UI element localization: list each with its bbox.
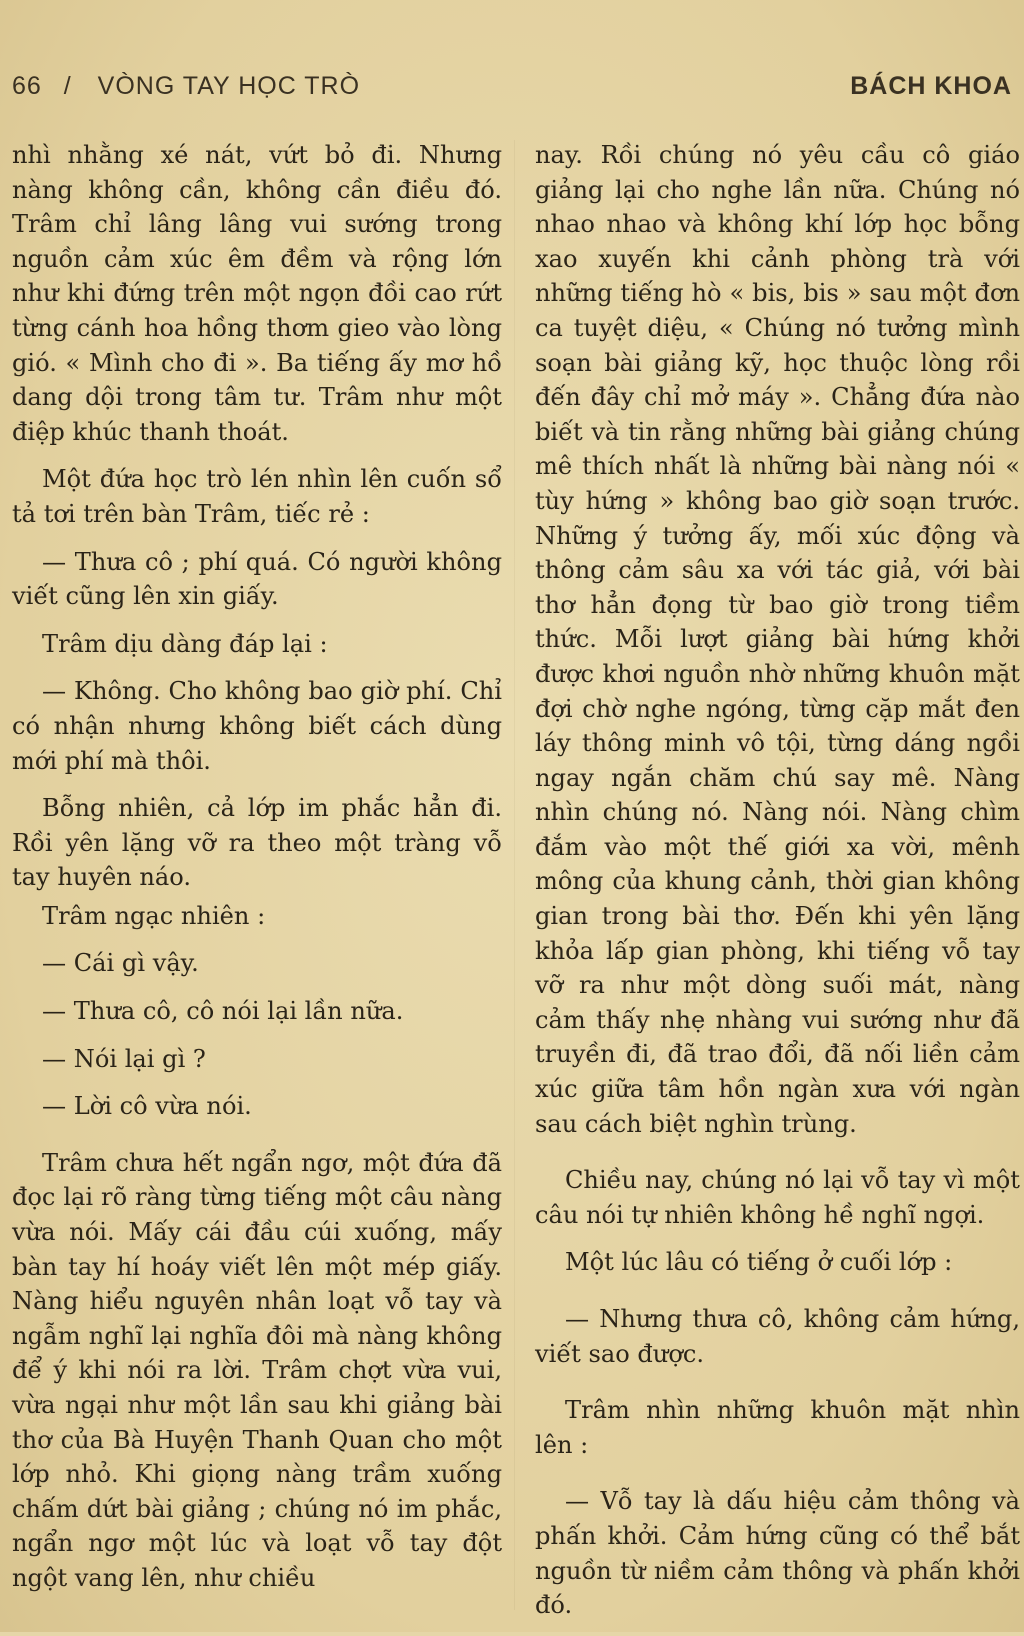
dialogue-line: — Cái gì vậy. — [42, 949, 199, 978]
paragraph: nay. Rồi chúng nó yêu cầu cô giáo giảng lại cho nghe lần nữa. Chúng nó nhao nhao và không khí lớp học bỗng xao xuyến khi cảnh phòng trà với những tiếng hò « bis, bis » sau một đơn ca tuyệt diệu, « Chúng nó tưởng mình soạn bài giảng kỹ, học thuộc lòng rồi đến đây chỉ mở máy ». Chẳng đứa nào biết và tin rằng những bài giảng chúng mê thích nhất là những bài nàng nói « tùy hứng » không bao giờ soạn trước. Những ý tưởng ấy, mối xúc động và thông cảm sâu xa với tác giả, với bài thơ hẳn đọng từ bao giờ trong tiềm thức. Mỗi lượt giảng bài hứng khởi được khơi nguồn nhờ những khuôn mặt đợi chờ nghe ngóng, từng cặp mắt đen láy thông minh vô tội, từng dáng ngồi ngay ngắn chăm chú say mê. Nàng nhìn chúng nó. Nàng nói. Nàng chìm đắm vào một thế giới xa vời, mênh mông của khung cảnh, thời gian không gian trong bài thơ. Đến khi yên lặng khỏa lấp gian phòng, khi tiếng vỗ tay vỡ ra như một dòng suối mát, nàng cảm thấy nhẹ nhàng vui sướng như đã truyền đi, đã trao đổi, đã nối liền cảm xúc giữa tâm hồn ngàn xưa với ngàn sau cách biệt nghìn trùng. — [535, 141, 1020, 1138]
header-separator: / — [63, 72, 72, 100]
paragraph: Bỗng nhiên, cả lớp im phắc hẳn đi. Rồi yên lặng vỡ ra theo một tràng vỗ tay huyên náo. — [12, 794, 502, 892]
dialogue-line: — Vỗ tay là dấu hiệu cảm thông và phấn khởi. Cảm hứng cũng có thể bắt nguồn từ niềm cảm thông và phấn khởi đó. — [535, 1487, 1020, 1620]
paragraph: Một lúc lâu có tiếng ở cuối lớp : — [565, 1248, 953, 1277]
paragraph: Trâm dịu dàng đáp lại : — [42, 629, 328, 658]
paragraph: Một đứa học trò lén nhìn lên cuốn sổ tả tơi trên bàn Trâm, tiếc rẻ : — [12, 465, 502, 528]
dialogue-line: — Nói lại gì ? — [42, 1044, 206, 1073]
header-left — [12, 72, 360, 101]
paragraph: Trâm chưa hết ngẩn ngơ, một đứa đã đọc lại rõ ràng từng tiếng một câu nàng vừa nói. Mấy cái đầu cúi xuống, mấy bàn tay hí hoáy viết lên một mép giấy. Nàng hiểu nguyên nhân loạt vỗ tay và ngẫm nghĩ lại nghĩa đôi mà nàng không để ý khi nói ra lời. Trâm chợt vừa vui, vừa ngại như một lần sau khi giảng bài thơ của Bà Huyện Thanh Quan cho một lớp nhỏ. Khi giọng nàng trầm xuống chấm dứt bài giảng ; chúng nó im phắc, ngẩn ngơ một lúc và loạt vỗ tay đột ngột vang lên, như chiều — [12, 1148, 502, 1592]
paragraph: nhì nhằng xé nát, vứt bỏ đi. Nhưng nàng không cần, không cần điều đó. Trâm chỉ lâng lâng vui sướng trong nguồn cảm xúc êm đềm và rộng lớn như khi đứng trên một ngọn đồi cao rứt từng cánh hoa hồng thơm gieo vào lòng gió. « Mình cho đi ». Ba tiếng ấy mơ hồ dang dội trong tâm tư. Trâm như một điệp khúc thanh thoát. — [12, 141, 502, 446]
dialogue-line: — Nhưng thưa cô, không cảm hứng, viết sao được. — [535, 1305, 1020, 1368]
paragraph: Trâm ngạc nhiên : — [42, 901, 266, 930]
paragraph: Chiều nay, chúng nó lại vỗ tay vì một câu nói tự nhiên không hề nghĩ ngợi. — [535, 1166, 1020, 1229]
running-title: VÒNG TAY HỌC TRÒ — [97, 72, 361, 100]
page-number: 66 — [12, 72, 42, 100]
dialogue-line: — Lời cô vừa nói. — [42, 1092, 252, 1121]
paragraph: Trâm nhìn những khuôn mặt nhìn lên : — [535, 1396, 1020, 1459]
left-column — [12, 138, 502, 1609]
column-gutter — [514, 140, 515, 1610]
dialogue-line: — Thưa cô, cô nói lại lần nữa. — [42, 997, 404, 1026]
right-column — [535, 138, 1020, 1636]
dialogue-line: — Thưa cô ; phí quá. Có người không viết cũng lên xin giấy. — [12, 547, 502, 611]
dialogue-line: — Không. Cho không bao giờ phí. Chỉ có nhận nhưng không biết cách dùng mới phí mà thôi. — [12, 677, 502, 775]
magazine-name: BÁCH KHOA — [850, 72, 1012, 100]
page-header — [12, 72, 1012, 112]
